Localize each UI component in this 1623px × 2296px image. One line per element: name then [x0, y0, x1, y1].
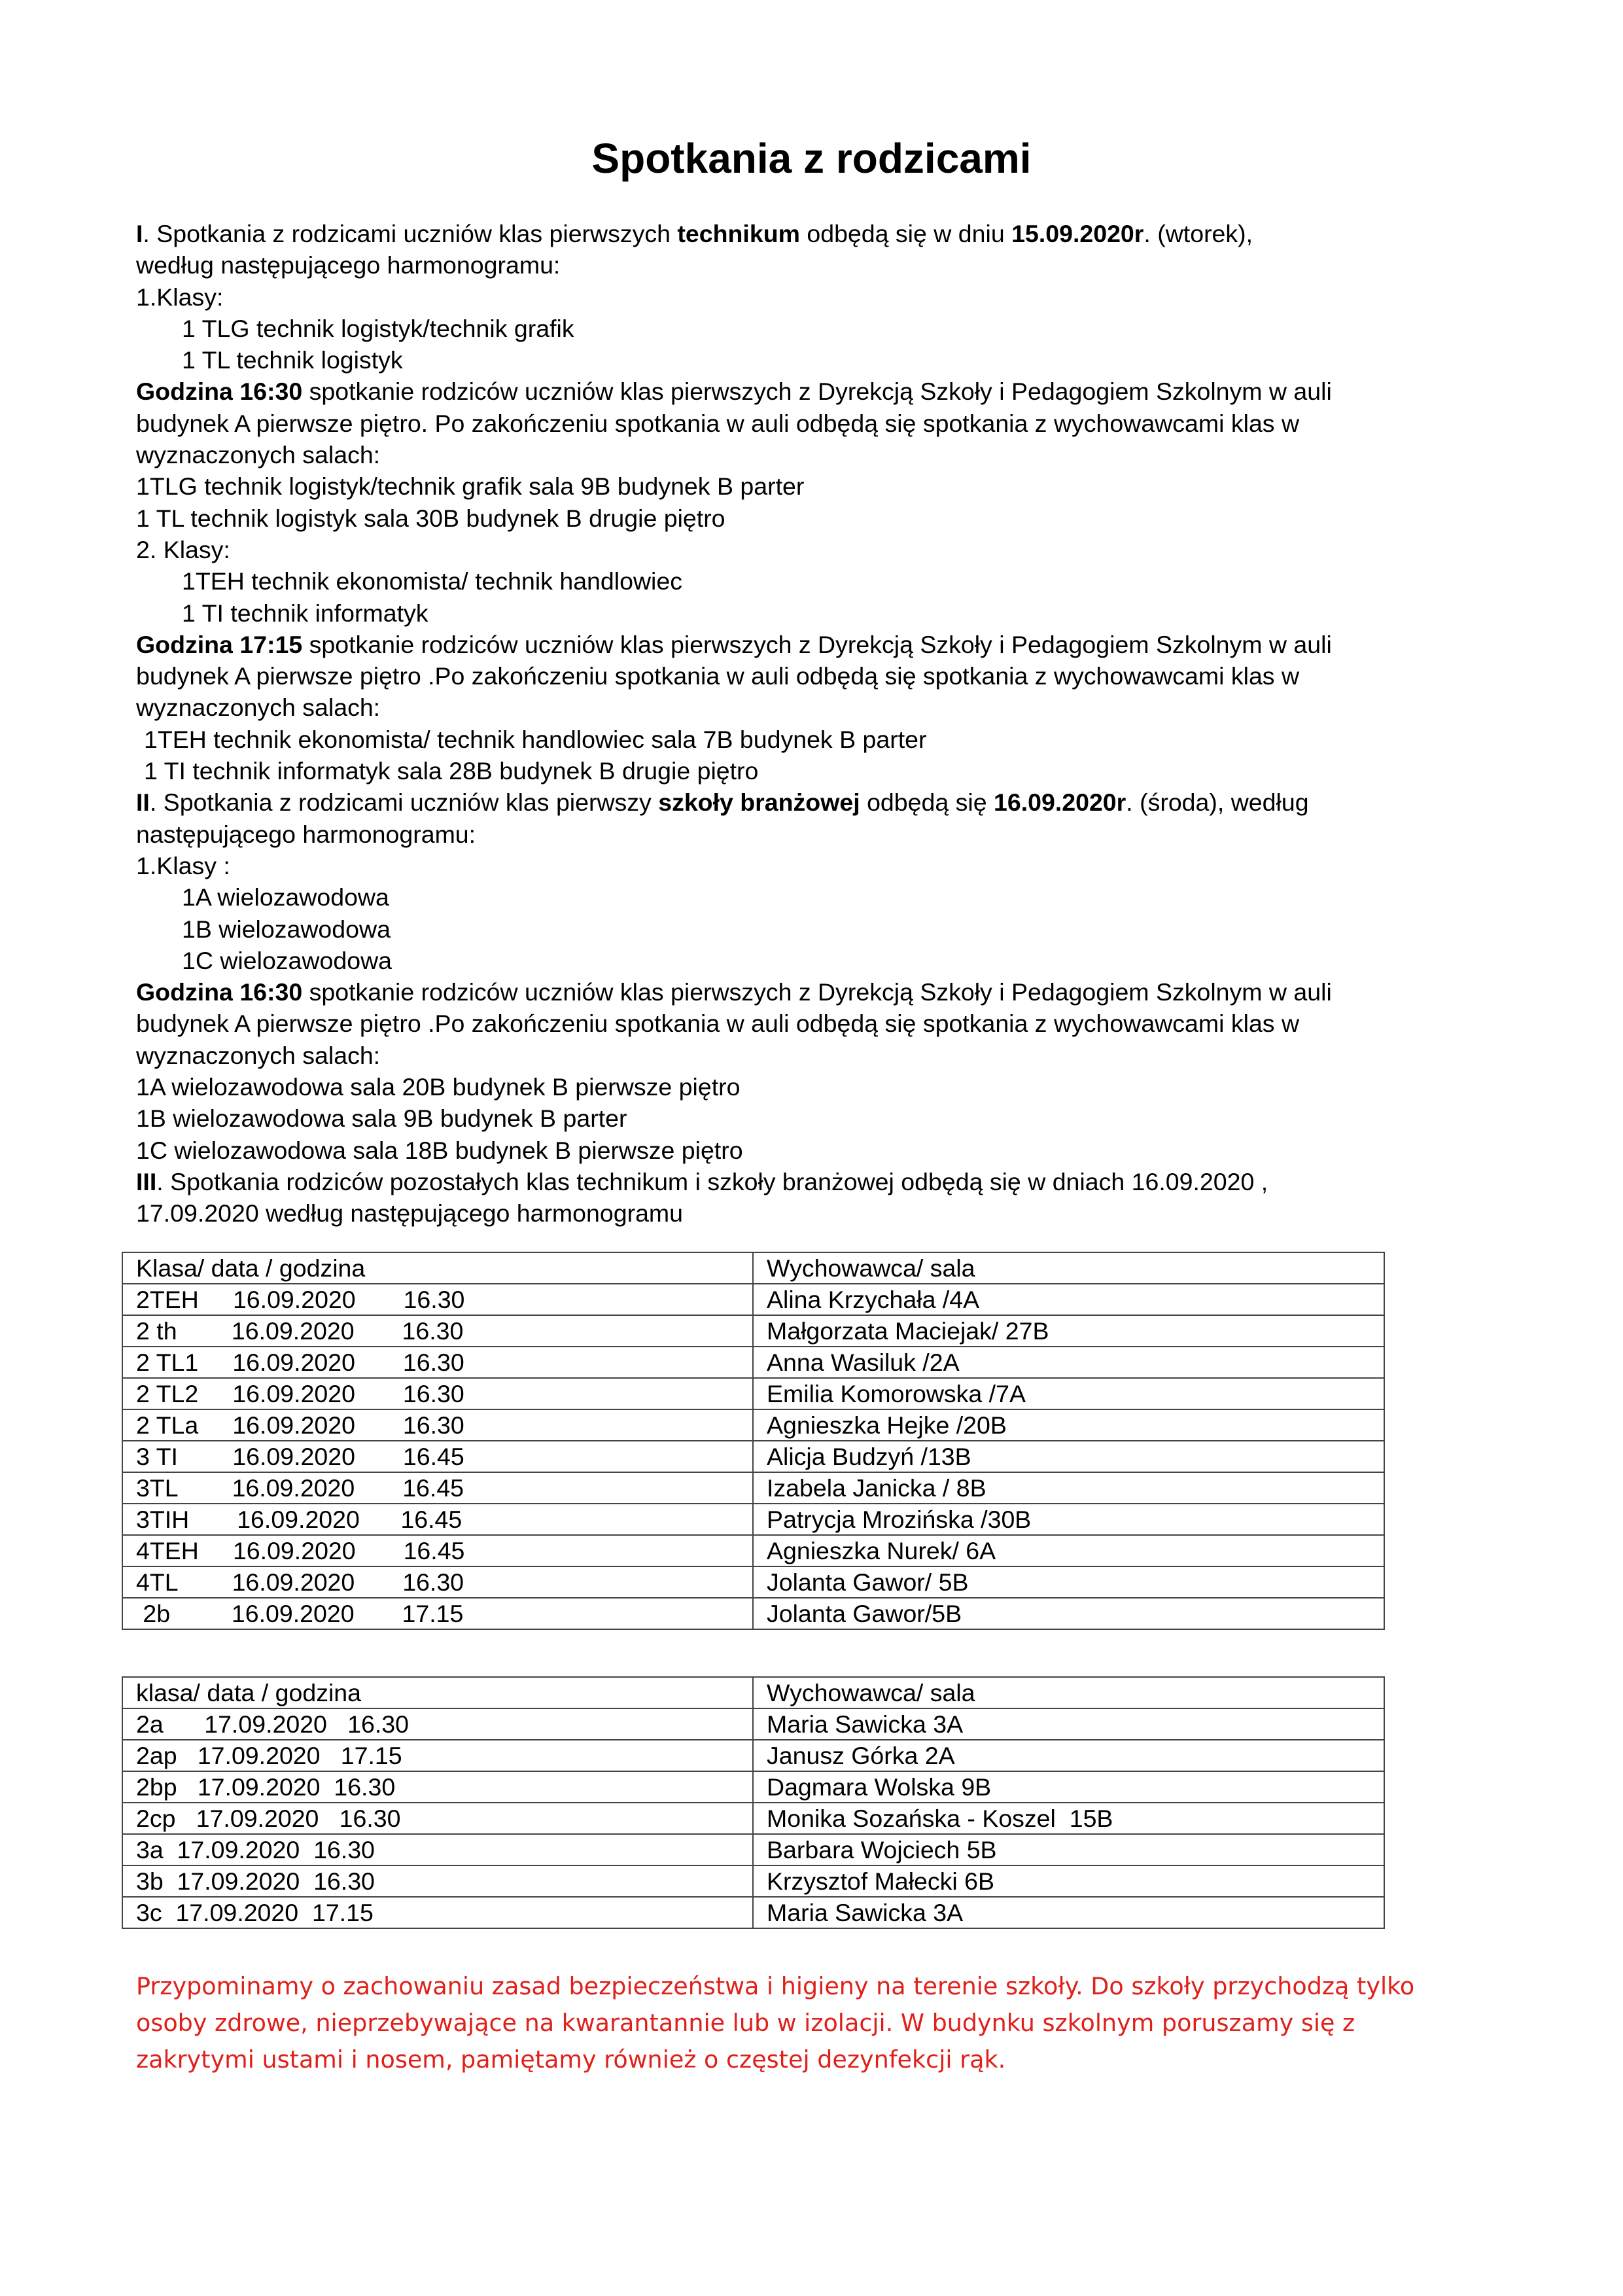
- teacher-room-cell: Anna Wasiluk /2A: [753, 1347, 1384, 1378]
- class-date-time-cell: 2 TL2 16.09.2020 16.30: [122, 1378, 753, 1409]
- table-row: [122, 1347, 1384, 1378]
- class-date-time-cell: 3TIH 16.09.2020 16.45: [122, 1504, 753, 1535]
- section-3-intro-line2: 17.09.2020 według następującego harmonogramu: [136, 1199, 684, 1227]
- time-label: Godzina 16:30: [136, 378, 303, 406]
- class-item: 1 TLG technik logistyk/technik grafik: [182, 314, 574, 342]
- class-date-time-cell: 4TL 16.09.2020 16.30: [122, 1566, 753, 1598]
- announcement-body: [136, 218, 1418, 1229]
- notice-line: osoby zdrowe, nieprzebywające na kwarantannie lub w izolacji. W budynku szkolnym poruszamy się z: [136, 2009, 1355, 2037]
- class-date-time-cell: 2a 17.09.2020 16.30: [122, 1708, 753, 1740]
- table-row: [122, 1535, 1384, 1566]
- room-item: 1C wielozawodowa sala 18B budynek B pierwsze piętro: [136, 1136, 743, 1164]
- table-row: [122, 1441, 1384, 1472]
- teacher-room-cell: Wychowawca/ sala: [753, 1252, 1384, 1284]
- class-date-time-cell: 2 TLa 16.09.2020 16.30: [122, 1409, 753, 1441]
- teacher-room-cell: Alina Krzychała /4A: [753, 1284, 1384, 1315]
- section-2-intro-line2: następującego harmonogramu:: [136, 820, 476, 848]
- section-1-intro-line2: według następującego harmonogramu:: [136, 251, 561, 279]
- section-2-heading: 1.Klasy :: [136, 851, 230, 879]
- table-row: [122, 1504, 1384, 1535]
- teacher-room-cell: Agnieszka Hejke /20B: [753, 1409, 1384, 1441]
- table-row: [122, 1315, 1384, 1347]
- section-3-numeral: III: [136, 1167, 157, 1195]
- room-item: 1 TL technik logistyk sala 30B budynek B drugie piętro: [136, 504, 725, 532]
- teacher-room-cell: Małgorzata Maciejak/ 27B: [753, 1315, 1384, 1347]
- class-date-time-cell: 2 th 16.09.2020 16.30: [122, 1315, 753, 1347]
- table-row: [122, 1598, 1384, 1629]
- section-1-intro: I. Spotkania z rodzicami uczniów klas pierwszych technikum odbędą się w dniu 15.09.2020r. (wtorek),: [136, 220, 1253, 247]
- teacher-room-cell: Barbara Wojciech 5B: [753, 1834, 1384, 1865]
- room-item: 1B wielozawodowa sala 9B budynek B parter: [136, 1104, 627, 1133]
- table-row: [122, 1865, 1384, 1897]
- class-item: 1B wielozawodowa: [182, 915, 391, 943]
- teacher-room-cell: Izabela Janicka / 8B: [753, 1472, 1384, 1504]
- section-2-desc: Godzina 16:30 spotkanie rodziców uczniów klas pierwszych z Dyrekcją Szkoły i Pedagogiem Szkolnym w auli: [136, 978, 1332, 1006]
- teacher-room-cell: Agnieszka Nurek/ 6A: [753, 1535, 1384, 1566]
- class-date-time-cell: 3c 17.09.2020 17.15: [122, 1897, 753, 1928]
- class-item: 1A wielozawodowa: [182, 883, 389, 911]
- class-item: 1 TI technik informatyk: [182, 599, 428, 627]
- teacher-room-cell: Wychowawca/ sala: [753, 1677, 1384, 1708]
- notice-line: Przypominamy o zachowaniu zasad bezpieczeństwa i higieny na terenie szkoły. Do szkoły przychodzą tylko: [136, 1972, 1415, 2000]
- group-1-heading: 1.Klasy:: [136, 283, 224, 311]
- table-row: [122, 1897, 1384, 1928]
- teacher-room-cell: Patrycja Mrozińska /30B: [753, 1504, 1384, 1535]
- group-2-desc-line2: budynek A pierwsze piętro .Po zakończeniu spotkania w auli odbędą się spotkania z wychowawcami klas w: [136, 662, 1300, 690]
- room-item: 1 TI technik informatyk sala 28B budynek B drugie piętro: [144, 757, 759, 785]
- room-item: 1TLG technik logistyk/technik grafik sala 9B budynek B parter: [136, 472, 805, 501]
- section-3-intro: III. Spotkania rodziców pozostałych klas technikum i szkoły branżowej odbędą się w dniach 16.09.2020 ,: [136, 1167, 1268, 1195]
- table-row: [122, 1771, 1384, 1803]
- schedule-table-17-09: [122, 1676, 1385, 1929]
- table-row: [122, 1834, 1384, 1865]
- teacher-room-cell: Emilia Komorowska /7A: [753, 1378, 1384, 1409]
- class-item: 1 TL technik logistyk: [182, 346, 403, 374]
- table-row: [122, 1740, 1384, 1771]
- section-2-desc-line2: budynek A pierwsze piętro .Po zakończeniu spotkania w auli odbędą się spotkania z wychowawcami klas w: [136, 1010, 1300, 1038]
- teacher-room-cell: Krzysztof Małecki 6B: [753, 1865, 1384, 1897]
- section-1-numeral: I: [136, 220, 143, 247]
- group-2-desc: Godzina 17:15 spotkanie rodziców uczniów klas pierwszych z Dyrekcją Szkoły i Pedagogiem Szkolnym w auli: [136, 630, 1332, 658]
- class-date-time-cell: 2TEH 16.09.2020 16.30: [122, 1284, 753, 1315]
- class-item: 1C wielozawodowa: [182, 946, 393, 974]
- class-date-time-cell: 3a 17.09.2020 16.30: [122, 1834, 753, 1865]
- class-item: 1TEH technik ekonomista/ technik handlowiec: [182, 567, 682, 595]
- class-date-time-cell: 3 TI 16.09.2020 16.45: [122, 1441, 753, 1472]
- teacher-room-cell: Jolanta Gawor/ 5B: [753, 1566, 1384, 1598]
- table-header-row: [122, 1252, 1384, 1284]
- teacher-room-cell: Janusz Górka 2A: [753, 1740, 1384, 1771]
- schedule-table-16-09: [122, 1252, 1385, 1630]
- teacher-room-cell: Alicja Budzyń /13B: [753, 1441, 1384, 1472]
- teacher-room-cell: Maria Sawicka 3A: [753, 1897, 1384, 1928]
- table-row: [122, 1284, 1384, 1315]
- section-2-desc-line3: wyznaczonych salach:: [136, 1041, 381, 1069]
- table-row: [122, 1566, 1384, 1598]
- group-1-desc: Godzina 16:30 spotkanie rodziców uczniów klas pierwszych z Dyrekcją Szkoły i Pedagogiem Szkolnym w auli: [136, 378, 1332, 406]
- class-date-time-cell: klasa/ data / godzina: [122, 1677, 753, 1708]
- teacher-room-cell: Monika Sozańska - Koszel 15B: [753, 1803, 1384, 1834]
- teacher-room-cell: Dagmara Wolska 9B: [753, 1771, 1384, 1803]
- class-date-time-cell: 4TEH 16.09.2020 16.45: [122, 1535, 753, 1566]
- class-date-time-cell: 2ap 17.09.2020 17.15: [122, 1740, 753, 1771]
- table-row: [122, 1409, 1384, 1441]
- page-title: Spotkania z rodzicami: [591, 135, 1032, 182]
- safety-notice: [136, 1968, 1444, 2078]
- class-date-time-cell: 2 TL1 16.09.2020 16.30: [122, 1347, 753, 1378]
- class-date-time-cell: 2bp 17.09.2020 16.30: [122, 1771, 753, 1803]
- table-row: [122, 1803, 1384, 1834]
- table-row: [122, 1472, 1384, 1504]
- teacher-room-cell: Maria Sawicka 3A: [753, 1708, 1384, 1740]
- table-row: [122, 1708, 1384, 1740]
- group-2-desc-line3: wyznaczonych salach:: [136, 694, 381, 722]
- time-label: Godzina 17:15: [136, 630, 303, 658]
- table-header-row: [122, 1677, 1384, 1708]
- class-date-time-cell: Klasa/ data / godzina: [122, 1252, 753, 1284]
- teacher-room-cell: Jolanta Gawor/5B: [753, 1598, 1384, 1629]
- notice-line: zakrytymi ustami i nosem, pamiętamy również o częstej dezynfekcji rąk.: [136, 2045, 1006, 2074]
- class-date-time-cell: 3b 17.09.2020 16.30: [122, 1865, 753, 1897]
- section-2-numeral: II: [136, 788, 150, 817]
- group-1-desc-line2: budynek A pierwsze piętro. Po zakończeniu spotkania w auli odbędą się spotkania z wychowawcami klas w: [136, 409, 1300, 437]
- room-item: 1TEH technik ekonomista/ technik handlowiec sala 7B budynek B parter: [144, 725, 927, 753]
- room-item: 1A wielozawodowa sala 20B budynek B pierwsze piętro: [136, 1073, 741, 1101]
- group-1-desc-line3: wyznaczonych salach:: [136, 441, 381, 469]
- class-date-time-cell: 2cp 17.09.2020 16.30: [122, 1803, 753, 1834]
- group-2-heading: 2. Klasy:: [136, 535, 230, 563]
- time-label: Godzina 16:30: [136, 978, 303, 1006]
- class-date-time-cell: 3TL 16.09.2020 16.45: [122, 1472, 753, 1504]
- table-row: [122, 1378, 1384, 1409]
- class-date-time-cell: 2b 16.09.2020 17.15: [122, 1598, 753, 1629]
- section-2-intro: II. Spotkania z rodzicami uczniów klas pierwszy szkoły branżowej odbędą się 16.09.2020r. (środa), według: [136, 788, 1309, 817]
